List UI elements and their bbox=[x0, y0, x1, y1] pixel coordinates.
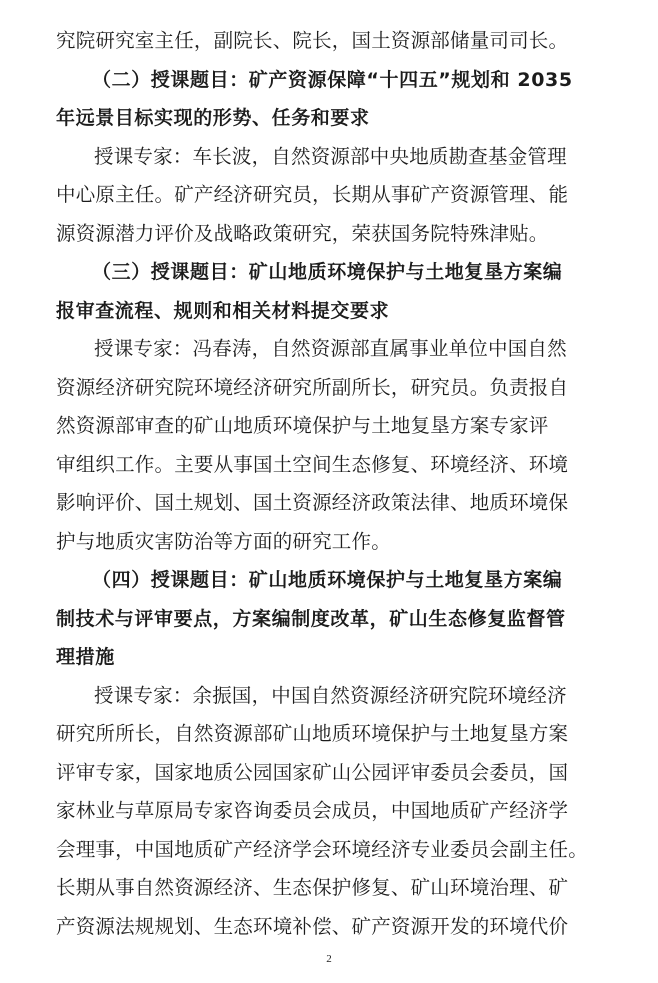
heading-line: （二）授课题目：矿产资源保障“十四五”规划和 2035 bbox=[92, 68, 573, 91]
heading-line: 理措施 bbox=[56, 646, 115, 668]
heading-line: 年远景目标实现的形势、任务和要求 bbox=[56, 107, 370, 129]
text-line: 中心原主任。矿产经济研究员，长期从事矿产资源管理、能 bbox=[56, 183, 569, 206]
text-line: 影响评价、国土规划、国土资源经济政策法律、地质环境保 bbox=[56, 491, 569, 514]
heading-line: 制技术与评审要点，方案编制度改革，矿山生态修复监督管 bbox=[56, 607, 566, 630]
text-line: 究院研究室主任，副院长、院长，国土资源部储量司司长。 bbox=[56, 29, 569, 52]
text-line: 然资源部审查的矿山地质环境保护与土地复垦方案专家评 bbox=[56, 414, 549, 437]
heading-line: （三）授课题目：矿山地质环境保护与土地复垦方案编 bbox=[92, 261, 563, 283]
text-line: 审组织工作。主要从事国土空间生态修复、环境经济、环境 bbox=[56, 452, 569, 476]
text-line: 授课专家：余振国，中国自然资源经济研究院环境经济 bbox=[94, 683, 567, 707]
text-line: 产资源法规规划、生态环境补偿、矿产资源开发的环境代价 bbox=[56, 914, 569, 938]
text-line: 研究所所长，自然资源部矿山地质环境保护与土地复垦方案 bbox=[56, 722, 569, 745]
heading-line: 报审查流程、规则和相关材料提交要求 bbox=[56, 299, 390, 322]
text-line: 资源经济研究院环境经济研究所副所长，研究员。负责报自 bbox=[56, 375, 569, 399]
text-line: 授课专家：车长波，自然资源部中央地质勘查基金管理 bbox=[94, 144, 567, 168]
text-line: 家林业与草原局专家咨询委员会成员，中国地质矿产经济学 bbox=[56, 799, 569, 822]
page-number: 2 bbox=[326, 953, 332, 965]
document-body bbox=[56, 22, 606, 946]
text-line: 长期从事自然资源经济、生态保护修复、矿山环境治理、矿 bbox=[56, 876, 569, 899]
text-line: 授课专家：冯春涛，自然资源部直属事业单位中国自然 bbox=[94, 337, 567, 360]
text-line: 评审专家，国家地质公园国家矿山公园评审委员会委员，国 bbox=[56, 760, 569, 784]
text-line: 会理事，中国地质矿产经济学会环境经济专业委员会副主任。 bbox=[56, 837, 588, 861]
text-line: 源资源潜力评价及战略政策研究，荣获国务院特殊津贴。 bbox=[56, 221, 549, 245]
text-line: 护与地质灾害防治等方面的研究工作。 bbox=[56, 529, 391, 553]
heading-line: （四）授课题目：矿山地质环境保护与土地复垦方案编 bbox=[92, 569, 563, 591]
